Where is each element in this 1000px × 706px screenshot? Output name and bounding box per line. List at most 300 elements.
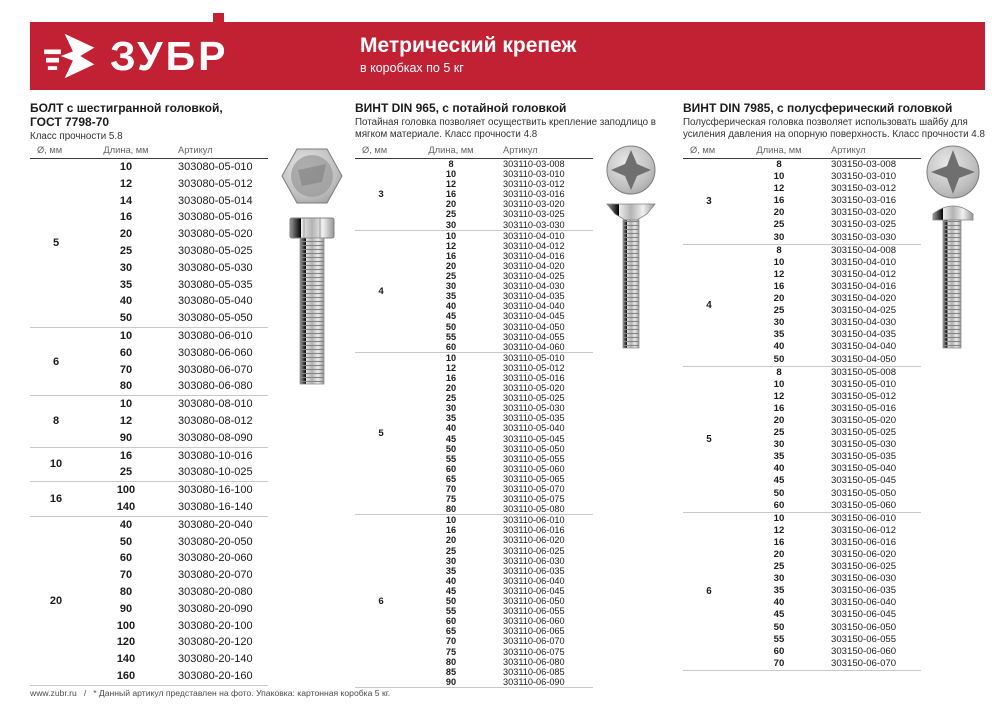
table-row: [407, 626, 593, 636]
group-rows: [82, 482, 268, 516]
length-value: 60: [445, 463, 457, 474]
length-value: 45: [445, 311, 457, 322]
table-row: [735, 463, 921, 475]
length-value: 30: [773, 439, 785, 451]
col-header-diameter: Ø, мм: [362, 145, 388, 155]
article-value: 303110-05-020: [503, 383, 565, 394]
length-value: 16: [445, 250, 457, 261]
diameter-group: [30, 327, 268, 395]
brand-logo: [44, 30, 228, 82]
article-value: 303110-05-010: [503, 352, 565, 363]
diameter-value: 5: [706, 433, 712, 445]
table-row: [407, 566, 593, 576]
article-value: 303150-06-045: [831, 609, 897, 621]
table-row: [407, 271, 593, 281]
article-value: 303150-04-040: [831, 341, 897, 353]
table-row: [735, 573, 921, 585]
length-value: 20: [119, 228, 133, 241]
length-value: 16: [773, 536, 785, 548]
article-value: 303080-20-100: [178, 619, 253, 632]
length-value: 20: [445, 383, 457, 394]
length-value: 90: [119, 602, 133, 615]
hex-bolt-photo: [268, 140, 356, 390]
length-value: 12: [773, 183, 785, 195]
length-value: 45: [773, 475, 785, 487]
article-value: 303110-04-020: [503, 260, 565, 271]
brand-name: ЗУБР: [110, 32, 229, 79]
length-value: 40: [445, 423, 457, 434]
banner-titles: [360, 34, 576, 75]
table-header-row: [30, 143, 268, 159]
table-row: [82, 517, 268, 534]
length-value: 10: [773, 171, 785, 183]
article-value: 303150-06-055: [831, 633, 897, 645]
length-value: 40: [773, 463, 785, 475]
diameter-value: 20: [49, 594, 63, 607]
length-value: 50: [773, 621, 785, 633]
length-value: 65: [445, 626, 457, 637]
article-value: 303080-20-080: [178, 585, 253, 598]
table-row: [407, 291, 593, 301]
length-value: 70: [119, 363, 133, 376]
table-row: [735, 367, 921, 379]
length-value: 40: [119, 295, 133, 308]
table-row: [735, 525, 921, 537]
article-value: 303110-06-065: [503, 626, 565, 637]
article-value: 303150-06-020: [831, 549, 897, 560]
article-value: 303080-20-070: [178, 569, 253, 582]
table-row: [735, 451, 921, 463]
table-row: [407, 494, 593, 504]
table-row: [82, 362, 268, 379]
length-value: 60: [773, 499, 785, 511]
table-row: [82, 567, 268, 584]
article-value: 303110-06-025: [503, 545, 565, 556]
article-value: 303150-06-070: [831, 657, 897, 669]
article-value: 303150-04-035: [831, 329, 897, 341]
table-row: [407, 667, 593, 677]
length-value: 10: [119, 161, 133, 173]
length-value: 35: [773, 585, 785, 597]
length-value: 70: [119, 569, 133, 582]
table-row: [735, 219, 921, 231]
article-value: 303110-05-045: [503, 433, 565, 444]
article-value: 303080-05-035: [178, 278, 253, 291]
article-value: 303150-05-008: [831, 366, 897, 378]
article-value: 303110-04-030: [503, 281, 565, 292]
length-value: 50: [773, 353, 785, 365]
length-value: 35: [119, 278, 133, 291]
article-value: 303150-06-035: [831, 585, 897, 597]
article-value: 303080-05-012: [178, 177, 253, 190]
table-row: [407, 464, 593, 474]
diameter-value: 6: [52, 355, 60, 368]
table-row: [407, 515, 593, 525]
length-value: 30: [773, 231, 785, 243]
table-row: [407, 525, 593, 535]
length-value: 70: [445, 636, 457, 647]
length-value: 25: [773, 427, 785, 439]
article-value: 303110-05-040: [503, 423, 565, 434]
length-value: 60: [119, 552, 133, 565]
article-value: 303150-04-010: [831, 256, 897, 268]
article-value: 303150-03-025: [831, 219, 897, 231]
table-row: [735, 269, 921, 281]
diameter-value: 16: [49, 492, 63, 505]
length-value: 25: [119, 244, 133, 257]
length-value: 70: [445, 484, 457, 494]
table-row: [82, 430, 268, 447]
table-row: [82, 293, 268, 310]
group-rows: [407, 231, 593, 352]
length-value: 80: [119, 585, 133, 598]
group-rows: [82, 448, 268, 482]
length-value: 30: [773, 317, 785, 329]
article-value: 303110-04-035: [503, 291, 565, 302]
page-title: Метрический крепеж: [360, 34, 577, 57]
length-value: 16: [773, 280, 785, 292]
length-value: 30: [445, 219, 457, 230]
group-rows: [735, 159, 921, 244]
footer: [30, 688, 390, 698]
article-value: 303080-08-010: [178, 398, 253, 411]
length-value: 16: [773, 402, 785, 414]
length-value: 85: [445, 666, 457, 677]
col-header-article: Артикул: [178, 145, 213, 155]
table-row: [407, 403, 593, 413]
table-row: [407, 677, 593, 687]
length-value: 160: [116, 669, 136, 682]
length-value: 30: [445, 403, 457, 414]
table-row: [735, 658, 921, 670]
table-row: [82, 226, 268, 243]
length-value: 16: [773, 195, 785, 207]
table-row: [82, 550, 268, 567]
length-value: 16: [445, 189, 457, 200]
table-row: [407, 209, 593, 219]
length-value: 25: [445, 271, 457, 282]
table-row: [407, 434, 593, 444]
table-row: [407, 546, 593, 556]
table-row: [82, 668, 268, 685]
table-row: [407, 241, 593, 251]
group-rows: [407, 159, 593, 230]
article-value: 303110-05-016: [503, 372, 565, 383]
table-row: [735, 427, 921, 439]
table-row: [82, 584, 268, 601]
table-row: [82, 618, 268, 635]
table-row: [735, 354, 921, 366]
table-row: [407, 373, 593, 383]
diameter-group: [30, 516, 268, 686]
table-row: [407, 363, 593, 373]
article-value: 303110-03-025: [503, 209, 565, 220]
table-row: [735, 391, 921, 403]
table-row: [82, 448, 268, 465]
table-din965-screw: [355, 102, 671, 688]
length-value: 20: [445, 535, 457, 546]
table-row: [407, 220, 593, 230]
diameter-value: 5: [52, 236, 60, 249]
length-value: 30: [445, 555, 457, 566]
article-value: 303110-05-035: [503, 413, 565, 424]
length-value: 30: [773, 573, 785, 585]
length-value: 60: [445, 616, 457, 627]
article-value: 303110-06-035: [503, 565, 565, 576]
table-title: БОЛТ с шестигранной головкой,: [30, 101, 223, 115]
article-value: 303110-06-040: [503, 575, 565, 586]
article-value: 303110-04-016: [503, 250, 565, 261]
length-value: 80: [445, 656, 457, 667]
article-value: 303110-05-065: [503, 473, 565, 484]
countersunk-screw-photo: [595, 140, 675, 355]
table-row: [82, 499, 268, 516]
table-row: [735, 379, 921, 391]
diameter-group: [30, 481, 268, 516]
article-value: 303110-05-030: [503, 403, 565, 414]
article-value: 303150-06-060: [831, 645, 897, 657]
table-row: [735, 537, 921, 549]
table-row: [407, 423, 593, 433]
article-value: 303080-20-050: [178, 535, 253, 548]
table-row: [735, 257, 921, 269]
article-value: 303080-20-140: [178, 653, 253, 666]
diameter-value: 4: [378, 285, 384, 297]
diameter-value: 6: [378, 595, 384, 607]
article-value: 303110-04-040: [503, 301, 565, 312]
header-banner: [30, 22, 985, 90]
article-value: 303080-05-050: [178, 312, 253, 325]
table-row: [82, 243, 268, 260]
article-value: 303080-05-020: [178, 228, 253, 241]
page-subtitle: в коробках по 5 кг: [360, 61, 464, 75]
length-value: 50: [445, 443, 457, 454]
length-value: 140: [116, 500, 136, 513]
table-row: [735, 415, 921, 427]
article-value: 303080-08-090: [178, 431, 253, 444]
length-value: 10: [445, 230, 457, 241]
length-value: 40: [445, 301, 457, 312]
table-header-row: [683, 143, 921, 159]
length-value: 90: [119, 431, 133, 444]
table-title-block: [355, 102, 671, 143]
length-value: 90: [445, 676, 457, 687]
length-value: 10: [773, 512, 785, 524]
col-header-diameter: Ø, мм: [690, 145, 716, 155]
table-row: [735, 561, 921, 573]
length-value: 10: [773, 256, 785, 268]
article-value: 303110-05-070: [503, 484, 565, 494]
table-title-block: [30, 102, 345, 143]
article-value: 303150-05-010: [831, 378, 897, 390]
table-row: [735, 183, 921, 195]
group-rows: [735, 367, 921, 512]
length-value: 20: [445, 199, 457, 210]
diameter-value: 5: [378, 428, 384, 440]
table-row: [735, 171, 921, 183]
length-value: 25: [119, 466, 133, 479]
article-value: 303080-06-070: [178, 363, 253, 376]
table-row: [82, 260, 268, 277]
length-value: 65: [445, 473, 457, 484]
article-value: 303110-06-055: [503, 606, 565, 617]
length-value: 35: [445, 413, 457, 424]
table-row: [407, 504, 593, 514]
table-row: [735, 207, 921, 219]
length-value: 75: [445, 646, 457, 657]
article-value: 303110-05-025: [503, 393, 565, 404]
table-row: [735, 159, 921, 171]
table-row: [407, 322, 593, 332]
article-value: 303110-06-020: [503, 535, 565, 546]
length-value: 50: [445, 321, 457, 332]
article-value: 303080-05-010: [178, 161, 253, 173]
table-row: [735, 500, 921, 512]
diameter-group: [683, 159, 921, 244]
length-value: 10: [773, 378, 785, 390]
table-row: [407, 606, 593, 616]
length-value: 25: [445, 209, 457, 220]
length-value: 35: [773, 329, 785, 341]
col-header-article: Артикул: [503, 145, 538, 155]
table-row: [735, 513, 921, 525]
article-value: 303110-03-030: [503, 219, 565, 230]
table-row: [735, 597, 921, 609]
article-value: 303110-03-020: [503, 199, 565, 210]
table-row: [407, 353, 593, 363]
article-value: 303110-04-055: [503, 331, 565, 342]
article-value: 303150-05-050: [831, 487, 897, 499]
article-value: 303150-04-030: [831, 317, 897, 329]
table-row: [735, 439, 921, 451]
table-row: [407, 444, 593, 454]
article-value: 303080-05-014: [178, 194, 253, 207]
group-rows: [82, 396, 268, 446]
diameter-group: [30, 159, 268, 327]
article-value: 303110-06-045: [503, 585, 565, 596]
article-value: 303110-06-080: [503, 656, 565, 667]
article-value: 303150-06-025: [831, 561, 897, 573]
article-value: 303080-05-016: [178, 211, 253, 224]
article-value: 303150-03-020: [831, 207, 897, 219]
table-row: [82, 277, 268, 294]
length-value: 50: [119, 535, 133, 548]
length-value: 20: [773, 414, 785, 426]
table-row: [735, 341, 921, 353]
article-value: 303080-06-080: [178, 380, 253, 393]
length-value: 16: [445, 372, 457, 383]
table-title: ВИНТ DIN 965, с потайной головкой: [355, 101, 567, 115]
article-value: 303110-04-012: [503, 240, 565, 251]
article-value: 303110-06-090: [503, 676, 565, 687]
length-value: 20: [773, 549, 785, 560]
article-value: 303080-20-120: [178, 636, 253, 649]
diameter-value: 10: [49, 458, 63, 471]
article-value: 303110-05-080: [503, 504, 565, 515]
table-row: [407, 556, 593, 566]
table-row: [407, 179, 593, 189]
table-row: [407, 383, 593, 393]
article-value: 303110-04-025: [503, 271, 565, 282]
article-value: 303110-03-016: [503, 189, 565, 200]
table-title-block: [683, 102, 993, 143]
table-row: [407, 311, 593, 321]
article-value: 303150-05-035: [831, 451, 897, 463]
table-row: [735, 245, 921, 257]
table-row: [735, 195, 921, 207]
length-value: 140: [116, 653, 136, 666]
length-value: 80: [119, 380, 133, 393]
diameter-group: [30, 395, 268, 446]
article-value: 303080-20-090: [178, 602, 253, 615]
table-row: [407, 596, 593, 606]
table-row: [82, 159, 268, 176]
table-row: [82, 396, 268, 413]
article-value: 303080-16-140: [178, 500, 253, 513]
group-rows: [82, 517, 268, 685]
table-row: [735, 293, 921, 305]
col-header-length: Длина, мм: [756, 145, 802, 155]
table-row: [735, 549, 921, 561]
length-value: 20: [773, 207, 785, 219]
article-value: 303150-05-020: [831, 414, 897, 426]
table-row: [407, 342, 593, 352]
table-row: [407, 636, 593, 646]
length-value: 8: [776, 244, 782, 256]
length-value: 50: [119, 312, 133, 325]
article-value: 303080-05-040: [178, 295, 253, 308]
table-row: [407, 301, 593, 311]
table-row: [735, 317, 921, 329]
table-row: [735, 488, 921, 500]
length-value: 100: [116, 484, 136, 497]
article-value: 303110-06-010: [503, 515, 565, 526]
article-value: 303080-20-060: [178, 552, 253, 565]
length-value: 12: [119, 414, 133, 427]
length-value: 20: [445, 260, 457, 271]
length-value: 12: [773, 268, 785, 280]
table-description: Класс прочности 5.8: [30, 130, 123, 142]
table-row: [82, 209, 268, 226]
length-value: 20: [773, 293, 785, 305]
table-description: Полусферическая головка позволяет использовать шайбу для усиления давления на опорную поверхность. Класс прочности 4.8: [683, 117, 985, 140]
diameter-value: 3: [706, 195, 712, 207]
table-row: [407, 332, 593, 342]
article-value: 303150-06-050: [831, 621, 897, 633]
diameter-value: 3: [378, 188, 384, 200]
table-row: [82, 413, 268, 430]
article-value: 303080-16-100: [178, 484, 253, 497]
table-row: [735, 634, 921, 646]
table-row: [82, 601, 268, 618]
length-value: 120: [116, 636, 136, 649]
article-value: 303080-10-025: [178, 466, 253, 479]
table-row: [407, 647, 593, 657]
length-value: 25: [445, 393, 457, 404]
article-value: 303080-10-016: [178, 449, 253, 462]
footer-site: www.zubr.ru: [30, 688, 77, 698]
length-value: 45: [773, 609, 785, 621]
diameter-group: [355, 352, 593, 515]
table-row: [82, 310, 268, 327]
table-row: [407, 413, 593, 423]
length-value: 12: [119, 177, 133, 190]
col-header-length: Длина, мм: [428, 145, 474, 155]
length-value: 12: [445, 362, 457, 373]
group-rows: [735, 513, 921, 670]
table-row: [407, 159, 593, 169]
length-value: 25: [773, 219, 785, 231]
